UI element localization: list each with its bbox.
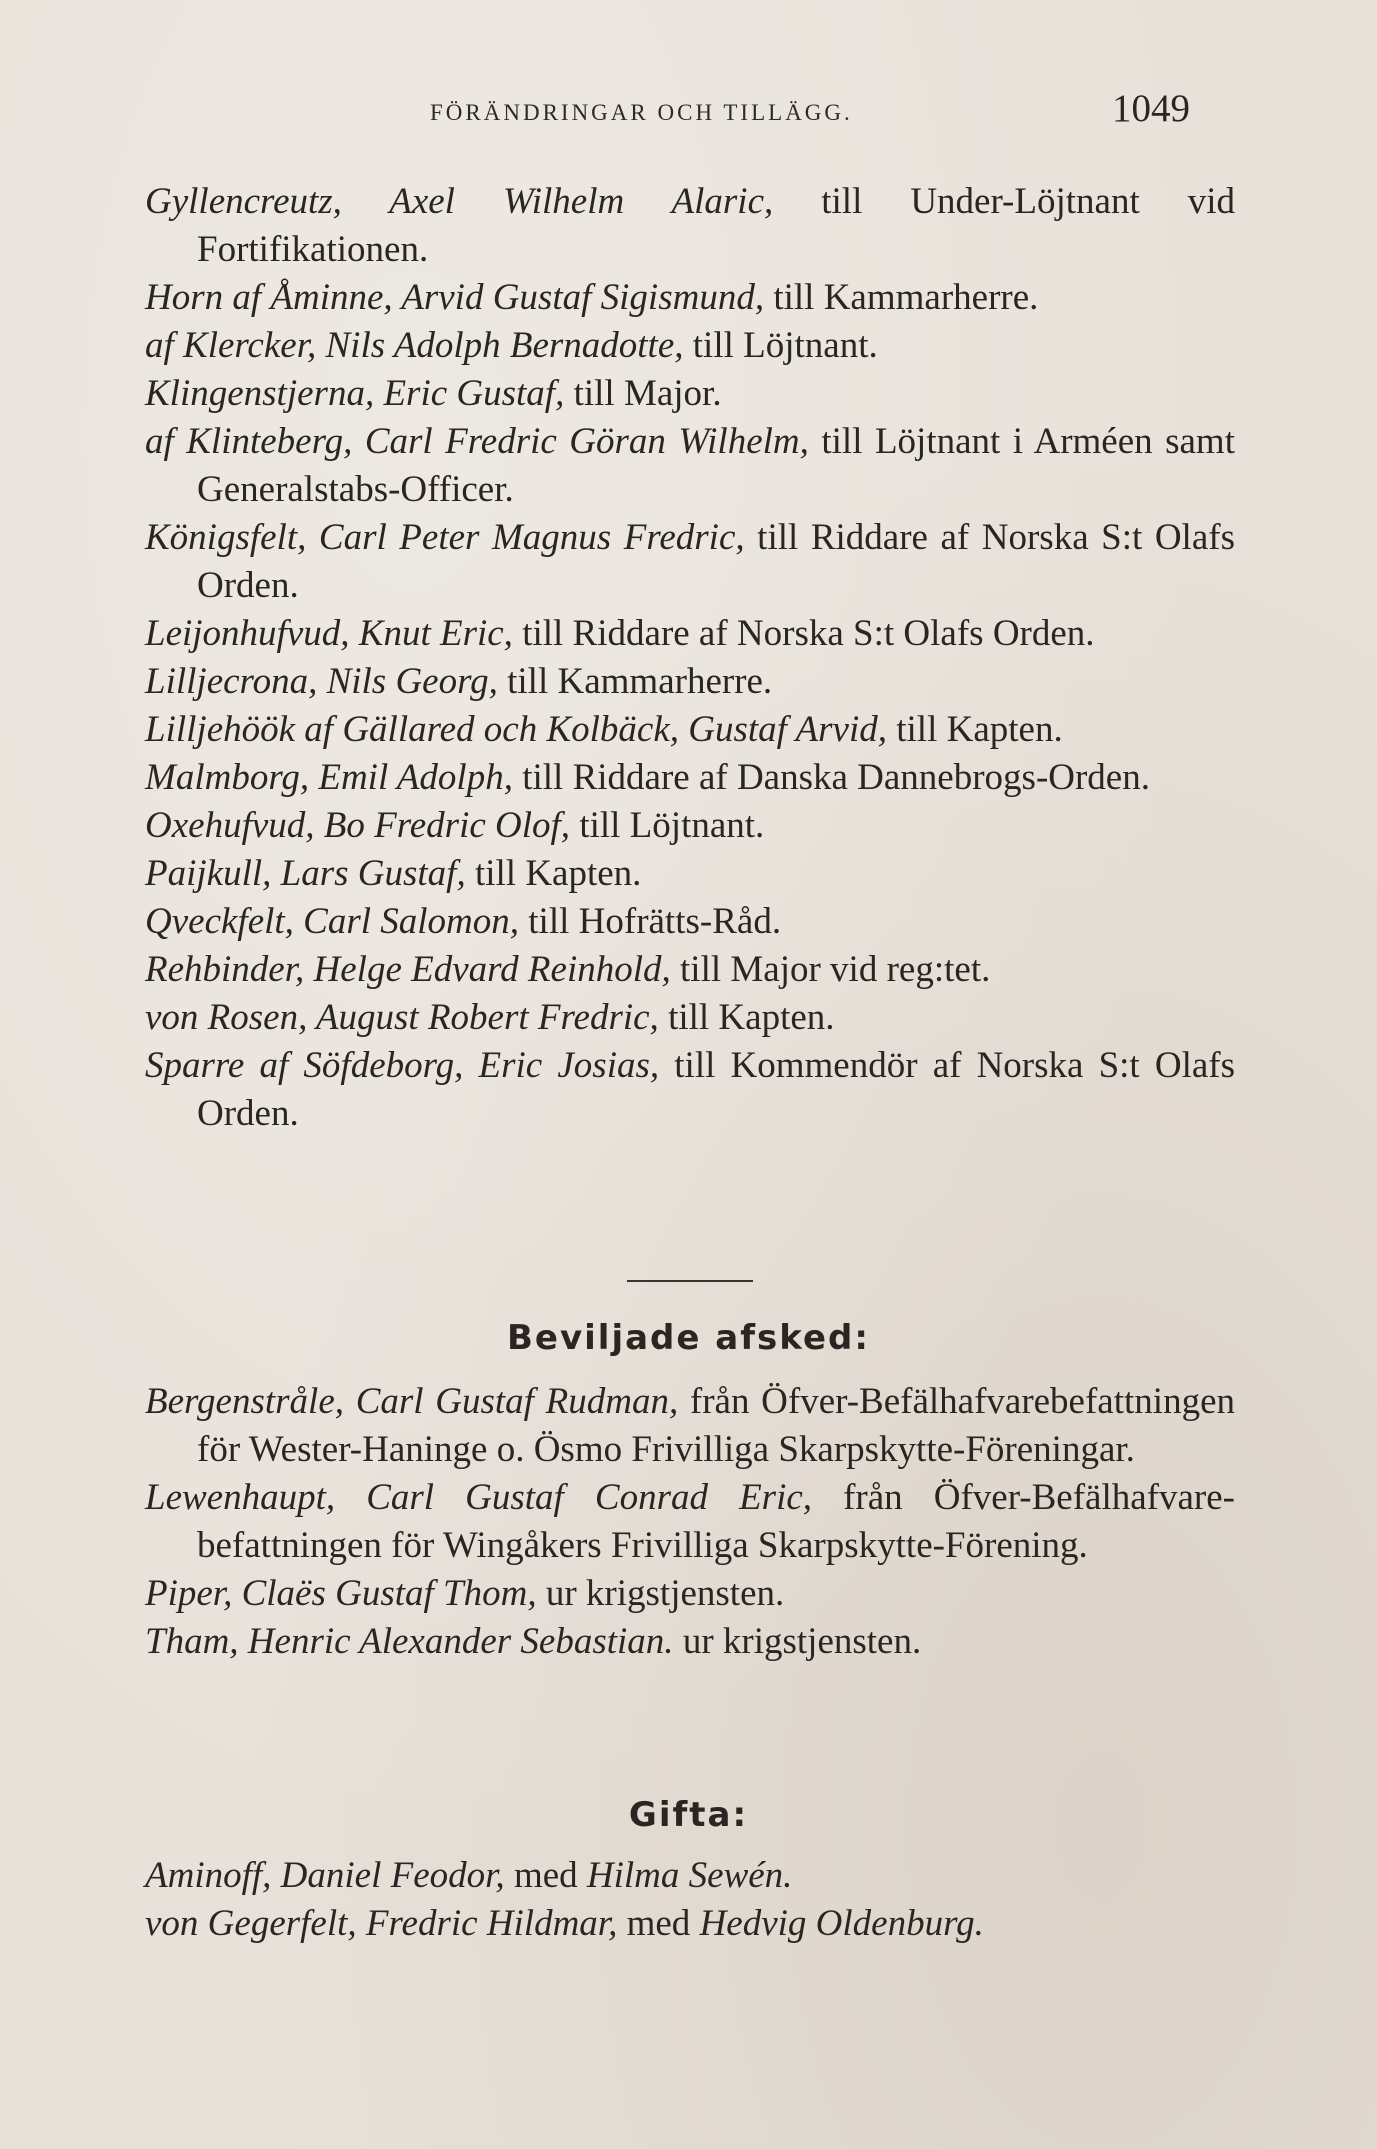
list-item: Klingenstjerna, Eric Gustaf, till Major. bbox=[145, 373, 722, 414]
list-item: Lewenhaupt, Carl Gustaf Conrad Eric, från Öfver-Befälhafvare-befattningen för Wingåkers Frivilliga Skarpskytte-Förening. bbox=[145, 1477, 1235, 1566]
promotions-list bbox=[145, 178, 1235, 1138]
list-item: Bergenstråle, Carl Gustaf Rudman, från Öfver-Befälhafvarebefattningen för Wester-Haninge o. Ösmo Frivilliga Skarpskytte-Föreningar. bbox=[145, 1381, 1235, 1470]
list-item: Aminoff, Daniel Feodor, med Hilma Sewén. bbox=[145, 1855, 793, 1896]
section-divider bbox=[627, 1280, 753, 1282]
list-item: Horn af Åminne, Arvid Gustaf Sigismund, till Kammarherre. bbox=[145, 277, 1039, 318]
running-title: FÖRÄNDRINGAR OCH TILLÄGG. bbox=[430, 100, 853, 125]
list-item: Leijonhufvud, Knut Eric, till Riddare af Norska S:t Olafs Orden. bbox=[145, 613, 1095, 654]
list-item: von Gegerfelt, Fredric Hildmar, med Hedvig Oldenburg. bbox=[145, 1903, 984, 1944]
list-item: Piper, Claës Gustaf Thom, ur krigstjensten. bbox=[145, 1573, 785, 1614]
list-item: Sparre af Söfdeborg, Eric Josias, till Kommendör af Norska S:t Olafs Orden. bbox=[145, 1045, 1235, 1134]
list-item: Tham, Henric Alexander Sebastian. ur krigstjensten. bbox=[145, 1621, 922, 1662]
list-item: Königsfelt, Carl Peter Magnus Fredric, till Riddare af Norska S:t Olafs Orden. bbox=[145, 517, 1235, 606]
section-heading-afsked: Beviljade afsked: bbox=[507, 1318, 870, 1358]
list-item: Paijkull, Lars Gustaf, till Kapten. bbox=[145, 853, 642, 894]
section-heading-gifta: Gifta: bbox=[628, 1795, 749, 1835]
list-item: Malmborg, Emil Adolph, till Riddare af Danska Dannebrogs-Orden. bbox=[145, 757, 1150, 798]
list-item: Rehbinder, Helge Edvard Reinhold, till Major vid reg:tet. bbox=[145, 949, 991, 990]
afsked-list bbox=[145, 1378, 1235, 1666]
list-item: Qveckfelt, Carl Salomon, till Hofrätts-Råd. bbox=[145, 901, 782, 942]
list-item: Lilljecrona, Nils Georg, till Kammarherre. bbox=[145, 661, 773, 702]
gifta-list bbox=[145, 1852, 1235, 1948]
list-item: af Klinteberg, Carl Fredric Göran Wilhelm, till Löjtnant i Arméen samt Generalstabs-Officer. bbox=[145, 421, 1235, 510]
list-item: Gyllencreutz, Axel Wilhelm Alaric, till Under-Löjtnant vid Fortifikationen. bbox=[145, 181, 1235, 270]
list-item: af Klercker, Nils Adolph Bernadotte, till Löjtnant. bbox=[145, 325, 878, 366]
list-item: Lilljehöök af Gällared och Kolbäck, Gustaf Arvid, till Kapten. bbox=[145, 709, 1063, 750]
page-number: 1049 bbox=[1112, 87, 1190, 130]
page-header bbox=[150, 86, 1190, 136]
list-item: Oxehufvud, Bo Fredric Olof, till Löjtnant. bbox=[145, 805, 765, 846]
list-item: von Rosen, August Robert Fredric, till Kapten. bbox=[145, 997, 835, 1038]
